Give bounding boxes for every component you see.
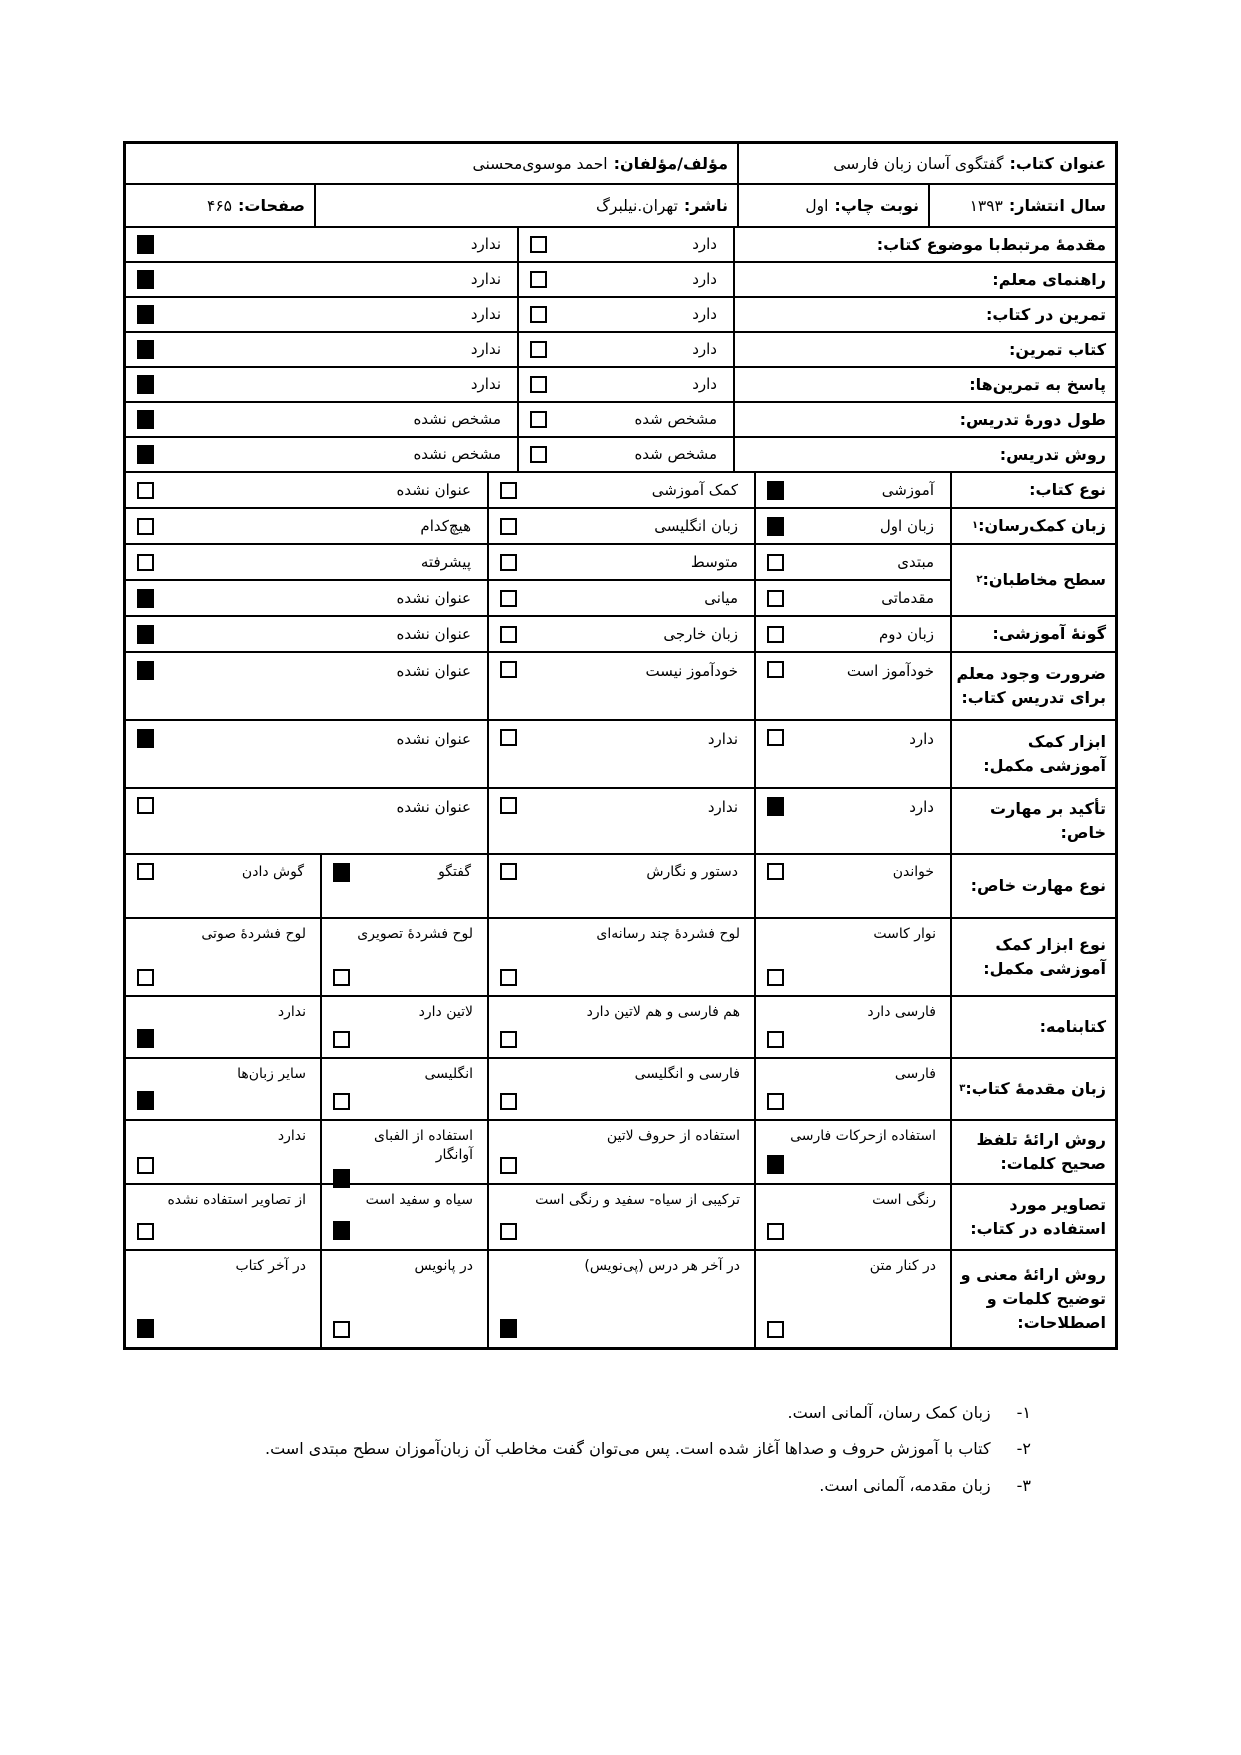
- option-cell: [754, 997, 950, 1057]
- option-cell: [487, 1059, 754, 1119]
- option-cell: [320, 855, 487, 917]
- row-label-intro-related-to-subject: مقدمهٔ مرتبط‌با موضوع کتاب:: [733, 228, 1115, 261]
- option-label: مشخص نشده: [413, 410, 501, 429]
- row-label-teaching-period-length: طول دورهٔ تدریس:: [733, 403, 1115, 436]
- option-cell: [126, 997, 320, 1057]
- option-cell: [517, 403, 733, 436]
- option-cell: [126, 438, 517, 471]
- option-cell: [487, 581, 754, 615]
- table-row-bibliography: [126, 995, 1115, 1057]
- row-label-bibliography: کتابنامه:: [950, 997, 1115, 1057]
- option-cell: [126, 1251, 320, 1347]
- option-cell: [126, 1121, 320, 1183]
- option-cell: [320, 1121, 487, 1183]
- option-label: خواندن: [892, 864, 934, 880]
- option-cell: [126, 653, 487, 719]
- checkbox-checked[interactable]: [767, 481, 784, 500]
- edition-label: نوبت چاپ:: [834, 196, 919, 215]
- checkbox-unchecked[interactable]: [767, 1321, 784, 1338]
- option-label: هیچ‌کدام: [420, 516, 471, 535]
- checkbox-unchecked[interactable]: [767, 554, 784, 571]
- checkbox-checked[interactable]: [137, 1029, 154, 1048]
- header-row-title-author: [126, 144, 1115, 183]
- option-label: خودآموز است: [846, 662, 934, 680]
- option-cell: [487, 1185, 754, 1249]
- row-label-exercise-book: کتاب تمرین:: [733, 333, 1115, 366]
- sub-rows: [126, 545, 950, 615]
- checkbox-unchecked[interactable]: [500, 863, 517, 880]
- checkbox-checked[interactable]: [137, 445, 154, 464]
- option-label: عنوان نشده: [396, 798, 471, 816]
- option-label: دارد: [692, 270, 717, 289]
- option-label: دستور و نگارش: [646, 864, 738, 880]
- table-row-teacher-necessity: [126, 651, 1115, 719]
- footnote-line: [787, 1402, 1031, 1424]
- option-cell: [320, 1251, 487, 1347]
- row-label-meaning-explanation-method: روش ارائهٔ معنی و توضیح کلمات و اصطلاحات:: [950, 1251, 1115, 1347]
- option-label: دارد: [909, 730, 934, 748]
- checkbox-unchecked[interactable]: [137, 863, 154, 880]
- option-cell: [320, 919, 487, 995]
- book-title-label: عنوان کتاب:: [1009, 154, 1106, 173]
- checkbox-unchecked[interactable]: [767, 729, 784, 746]
- checkbox-unchecked[interactable]: [530, 306, 547, 323]
- checkbox-unchecked[interactable]: [137, 1223, 154, 1240]
- author-value: احمد موسوی‌محسنی: [472, 154, 608, 173]
- row-label-teaching-method: روش تدریس:: [733, 438, 1115, 471]
- checkbox-checked[interactable]: [137, 661, 154, 680]
- option-cell: [487, 997, 754, 1057]
- option-label: در آخر کتاب: [235, 1258, 306, 1274]
- checkbox-checked[interactable]: [137, 410, 154, 429]
- option-label: عنوان نشده: [396, 662, 471, 680]
- option-cell: [487, 617, 754, 651]
- table-row-images-used: [126, 1183, 1115, 1249]
- option-label: ندارد: [470, 305, 501, 324]
- checkbox-unchecked[interactable]: [500, 590, 517, 607]
- row-label-supplementary-teaching-tools: ابزار کمک آموزشی مکمل:: [950, 721, 1115, 787]
- footnote-text: کتاب با آموزش حروف و صداها آغاز شده است. پس می‌توان گفت مخاطب آن زبان‌آموزان سطح مبتدی است.: [264, 1439, 991, 1459]
- sub-row: [126, 545, 950, 579]
- checkbox-unchecked[interactable]: [333, 1321, 350, 1338]
- checkbox-unchecked[interactable]: [530, 341, 547, 358]
- checkbox-checked[interactable]: [137, 270, 154, 289]
- sub-row: [126, 579, 950, 615]
- row-label-teacher-necessity: ضرورت وجود معلم برای تدریس کتاب:: [950, 653, 1115, 719]
- checkbox-checked[interactable]: [137, 1091, 154, 1110]
- checkbox-unchecked[interactable]: [530, 271, 547, 288]
- checkbox-unchecked[interactable]: [500, 482, 517, 499]
- checkbox-unchecked[interactable]: [137, 1157, 154, 1174]
- option-label: نوار کاست: [873, 926, 936, 942]
- footnote-line: [819, 1475, 1031, 1497]
- option-label: رنگی است: [872, 1192, 936, 1208]
- option-label: ندارد: [277, 1128, 306, 1144]
- option-cell: [487, 509, 754, 543]
- option-cell: [126, 581, 487, 615]
- checkbox-unchecked[interactable]: [767, 863, 784, 880]
- option-cell: [126, 721, 487, 787]
- option-cell: [517, 368, 733, 401]
- checkbox-checked[interactable]: [333, 1221, 350, 1240]
- checkbox-unchecked[interactable]: [137, 969, 154, 986]
- option-cell: [126, 617, 487, 651]
- option-label: عنوان نشده: [396, 730, 471, 748]
- option-label: ترکیبی از سیاه- سفید و رنگی است: [535, 1192, 740, 1208]
- option-label: استفاده ازحرکات فارسی: [790, 1128, 936, 1144]
- checkbox-checked[interactable]: [137, 625, 154, 644]
- table-row-audience-level: [126, 543, 1115, 615]
- table-row-exercises-in-book: [126, 296, 1115, 331]
- option-label: ندارد: [707, 798, 738, 816]
- option-label: فارسی دارد: [867, 1004, 936, 1020]
- option-label: پیشرفته: [420, 552, 471, 571]
- option-label: متوسط: [690, 552, 738, 571]
- footnotes: [265, 1402, 1031, 1511]
- option-cell: [517, 333, 733, 366]
- row-label-audience-level: سطح مخاطبان: ۲: [950, 545, 1115, 615]
- option-label: مقدماتی: [881, 588, 934, 607]
- option-cell: [126, 473, 487, 507]
- option-cell: [126, 1059, 320, 1119]
- option-label: عنوان نشده: [396, 480, 471, 499]
- checkbox-unchecked[interactable]: [137, 518, 154, 535]
- option-cell: [487, 721, 754, 787]
- option-label: آموزشی: [881, 480, 934, 499]
- option-label: خودآموز نیست: [645, 662, 738, 680]
- row-label-images-used: تصاویر مورد استفاده در کتاب:: [950, 1185, 1115, 1249]
- book-title-value: گفتگوی آسان زبان فارسی: [833, 154, 1004, 173]
- option-label: لوح فشردهٔ چند رسانه‌ای: [596, 926, 740, 942]
- option-cell: [320, 997, 487, 1057]
- option-cell: [487, 855, 754, 917]
- option-label: گوش دادن: [241, 864, 304, 880]
- option-label: انگلیسی: [424, 1066, 473, 1082]
- checkbox-unchecked[interactable]: [500, 626, 517, 643]
- option-cell: [754, 1121, 950, 1183]
- checkbox-unchecked[interactable]: [500, 661, 517, 678]
- footnote-text: زبان کمک رسان، آلمانی است.: [787, 1403, 991, 1422]
- checkbox-unchecked[interactable]: [767, 1031, 784, 1048]
- option-cell: [126, 789, 487, 853]
- publisher-label: ناشر:: [683, 196, 728, 215]
- option-cell: [517, 228, 733, 261]
- row-label-exercises-in-book: تمرین در کتاب:: [733, 298, 1115, 331]
- option-cell: [754, 789, 950, 853]
- option-label: زبان انگلیسی: [654, 516, 738, 535]
- option-label: ندارد: [470, 375, 501, 394]
- option-cell: [320, 1059, 487, 1119]
- table-row-intro-related-to-subject: [126, 226, 1115, 261]
- option-cell: [126, 368, 517, 401]
- option-label: لاتین دارد: [418, 1004, 473, 1020]
- checkbox-unchecked[interactable]: [767, 590, 784, 607]
- option-cell: [320, 1185, 487, 1249]
- book-info-table: [123, 141, 1118, 1350]
- checkbox-unchecked[interactable]: [137, 554, 154, 571]
- table-row-teaching-period-length: [126, 401, 1115, 436]
- option-label: سایر زبان‌ها: [237, 1066, 306, 1082]
- row-label-specific-skill-type: نوع مهارت خاص:: [950, 855, 1115, 917]
- checkbox-checked[interactable]: [767, 1155, 784, 1174]
- table-row-helper-language: [126, 507, 1115, 543]
- option-cell: [487, 789, 754, 853]
- publisher-cell: [314, 185, 737, 226]
- option-cell: [126, 545, 487, 579]
- table-row-educational-variety: [126, 615, 1115, 651]
- option-cell: [126, 919, 320, 995]
- option-cell: [754, 855, 950, 917]
- publish-year-value: ۱۳۹۳: [969, 196, 1003, 215]
- option-label: دارد: [692, 305, 717, 324]
- checkbox-unchecked[interactable]: [333, 1031, 350, 1048]
- option-label: استفاده از حروف لاتین: [606, 1128, 740, 1144]
- pages-label: صفحات:: [238, 196, 305, 215]
- option-cell: [126, 403, 517, 436]
- table-row-meaning-explanation-method: [126, 1249, 1115, 1347]
- option-label: عنوان نشده: [396, 588, 471, 607]
- option-label: ندارد: [707, 730, 738, 748]
- row-label-intro-language: زبان مقدمهٔ کتاب: ۳: [950, 1059, 1115, 1119]
- table-row-specific-skill-type: [126, 853, 1115, 917]
- option-cell: [517, 438, 733, 471]
- footnote-number: ۱-: [1016, 1403, 1031, 1422]
- checkbox-unchecked[interactable]: [767, 626, 784, 643]
- checkbox-checked[interactable]: [137, 340, 154, 359]
- option-cell: [126, 298, 517, 331]
- option-label: دارد: [692, 340, 717, 359]
- option-cell: [754, 919, 950, 995]
- table-row-specific-skill-emphasis: [126, 787, 1115, 853]
- option-label: مبتدی: [897, 552, 934, 571]
- option-cell: [754, 1251, 950, 1347]
- option-cell: [754, 1185, 950, 1249]
- row-label-answers-to-exercises: پاسخ به تمرین‌ها:: [733, 368, 1115, 401]
- option-cell: [754, 509, 950, 543]
- row-label-educational-variety: گونهٔ آموزشی:: [950, 617, 1115, 651]
- option-label: دارد: [692, 375, 717, 394]
- checkbox-unchecked[interactable]: [500, 729, 517, 746]
- option-label: مشخص نشده: [413, 445, 501, 464]
- checkbox-unchecked[interactable]: [500, 969, 517, 986]
- footnote-line: [265, 1438, 1031, 1460]
- option-label: هم فارسی و هم لاتین دارد: [586, 1004, 740, 1020]
- checkbox-checked[interactable]: [767, 517, 784, 536]
- table-row-teacher-guide: [126, 261, 1115, 296]
- table-row-teaching-method: [126, 436, 1115, 471]
- publish-year-label: سال انتشار:: [1008, 196, 1106, 215]
- option-cell: [126, 333, 517, 366]
- option-label: دارد: [909, 798, 934, 816]
- book-title-cell: [737, 144, 1115, 183]
- footnote-number: ۲-: [1016, 1439, 1031, 1459]
- option-cell: [517, 263, 733, 296]
- author-cell: [126, 144, 737, 183]
- option-label: سیاه و سفید است: [365, 1192, 473, 1208]
- table-row-pronunciation-method: [126, 1119, 1115, 1183]
- option-cell: [754, 545, 950, 579]
- checkbox-unchecked[interactable]: [530, 376, 547, 393]
- checkbox-unchecked[interactable]: [500, 518, 517, 535]
- option-cell: [487, 919, 754, 995]
- table-row-intro-language: [126, 1057, 1115, 1119]
- table-row-exercise-book: [126, 331, 1115, 366]
- publish-year-cell: [928, 185, 1115, 226]
- option-cell: [126, 1185, 320, 1249]
- checkbox-checked[interactable]: [137, 1319, 154, 1338]
- option-label: در کنار متن: [869, 1258, 936, 1274]
- option-label: فارسی و انگلیسی: [634, 1066, 740, 1082]
- option-cell: [517, 298, 733, 331]
- checkbox-unchecked[interactable]: [767, 1223, 784, 1240]
- row-label-supplementary-tool-type: نوع ابزار کمک آموزشی مکمل:: [950, 919, 1115, 995]
- option-cell: [754, 617, 950, 651]
- checkbox-unchecked[interactable]: [767, 969, 784, 986]
- checkbox-unchecked[interactable]: [530, 236, 547, 253]
- option-cell: [126, 509, 487, 543]
- option-label: زبان اول: [879, 516, 934, 535]
- option-cell: [126, 228, 517, 261]
- checkbox-unchecked[interactable]: [500, 1031, 517, 1048]
- checkbox-checked[interactable]: [137, 589, 154, 608]
- footnote-number: ۳-: [1016, 1475, 1031, 1495]
- row-label-teacher-guide: راهنمای معلم:: [733, 263, 1115, 296]
- option-label: مشخص شده: [634, 410, 717, 429]
- option-cell: [487, 1251, 754, 1347]
- option-label: ندارد: [470, 235, 501, 254]
- option-label: مشخص شده: [634, 445, 717, 464]
- option-label: گفتگو: [438, 864, 471, 880]
- option-label: زبان دوم: [879, 624, 934, 643]
- checkbox-checked[interactable]: [137, 235, 154, 254]
- option-label: استفاده از الفبای آوانگار: [374, 1128, 473, 1163]
- option-label: دارد: [692, 235, 717, 254]
- header-row-publication: [126, 183, 1115, 226]
- option-label: ندارد: [470, 270, 501, 289]
- option-cell: [487, 545, 754, 579]
- edition-cell: [737, 185, 928, 226]
- checkbox-unchecked[interactable]: [530, 446, 547, 463]
- checkbox-unchecked[interactable]: [500, 1223, 517, 1240]
- option-label: زبان خارجی: [663, 624, 738, 643]
- row-label-helper-language: زبان کمک‌رسان: ۱: [950, 509, 1115, 543]
- checkbox-checked[interactable]: [767, 797, 784, 816]
- option-label: کمک آموزشی: [651, 480, 738, 499]
- checkbox-unchecked[interactable]: [767, 661, 784, 678]
- table-row-book-type: [126, 471, 1115, 507]
- option-cell: [487, 1121, 754, 1183]
- checkbox-checked[interactable]: [137, 305, 154, 324]
- option-label: فارسی: [894, 1066, 936, 1082]
- pages-cell: [126, 185, 314, 226]
- checkbox-checked[interactable]: [137, 729, 154, 748]
- table-row-supplementary-tool-type: [126, 917, 1115, 995]
- option-label: ندارد: [277, 1004, 306, 1020]
- table-row-answers-to-exercises: [126, 366, 1115, 401]
- option-cell: [754, 473, 950, 507]
- checkbox-unchecked[interactable]: [137, 797, 154, 814]
- checkbox-unchecked[interactable]: [767, 1093, 784, 1110]
- table-row-supplementary-teaching-tools: [126, 719, 1115, 787]
- row-label-book-type: نوع کتاب:: [950, 473, 1115, 507]
- option-cell: [754, 721, 950, 787]
- option-label: در پانویس: [414, 1258, 473, 1274]
- checkbox-unchecked[interactable]: [500, 554, 517, 571]
- checkbox-unchecked[interactable]: [500, 797, 517, 814]
- checkbox-checked[interactable]: [500, 1319, 517, 1338]
- checkbox-unchecked[interactable]: [333, 1093, 350, 1110]
- checkbox-checked[interactable]: [333, 863, 350, 882]
- row-label-pronunciation-method: روش ارائهٔ تلفظ صحیح کلمات:: [950, 1121, 1115, 1183]
- option-cell: [487, 473, 754, 507]
- edition-value: اول: [805, 196, 829, 215]
- attribute-rows: [126, 226, 1115, 1347]
- checkbox-unchecked[interactable]: [137, 482, 154, 499]
- option-label: عنوان نشده: [396, 624, 471, 643]
- checkbox-unchecked[interactable]: [333, 969, 350, 986]
- option-label: لوح فشردهٔ تصویری: [357, 926, 473, 942]
- checkbox-unchecked[interactable]: [500, 1093, 517, 1110]
- option-label: لوح فشردهٔ صوتی: [201, 926, 306, 942]
- checkbox-unchecked[interactable]: [530, 411, 547, 428]
- checkbox-checked[interactable]: [137, 375, 154, 394]
- author-label: مؤلف/مؤلفان:: [613, 154, 728, 173]
- option-cell: [126, 263, 517, 296]
- option-cell: [754, 1059, 950, 1119]
- option-label: ندارد: [470, 340, 501, 359]
- option-cell: [487, 653, 754, 719]
- option-cell: [126, 855, 320, 917]
- option-label: در آخر هر درس (پی‌نویس): [584, 1258, 740, 1274]
- row-label-specific-skill-emphasis: تأکید بر مهارت خاص:: [950, 789, 1115, 853]
- checkbox-unchecked[interactable]: [500, 1157, 517, 1174]
- pages-value: ۴۶۵: [207, 196, 232, 215]
- option-label: از تصاویر استفاده نشده: [167, 1192, 306, 1208]
- option-cell: [754, 653, 950, 719]
- footnote-text: زبان مقدمه، آلمانی است.: [819, 1475, 991, 1495]
- option-cell: [754, 581, 950, 615]
- publisher-value: تهران.نیلبرگ: [596, 196, 678, 215]
- option-label: میانی: [704, 588, 738, 607]
